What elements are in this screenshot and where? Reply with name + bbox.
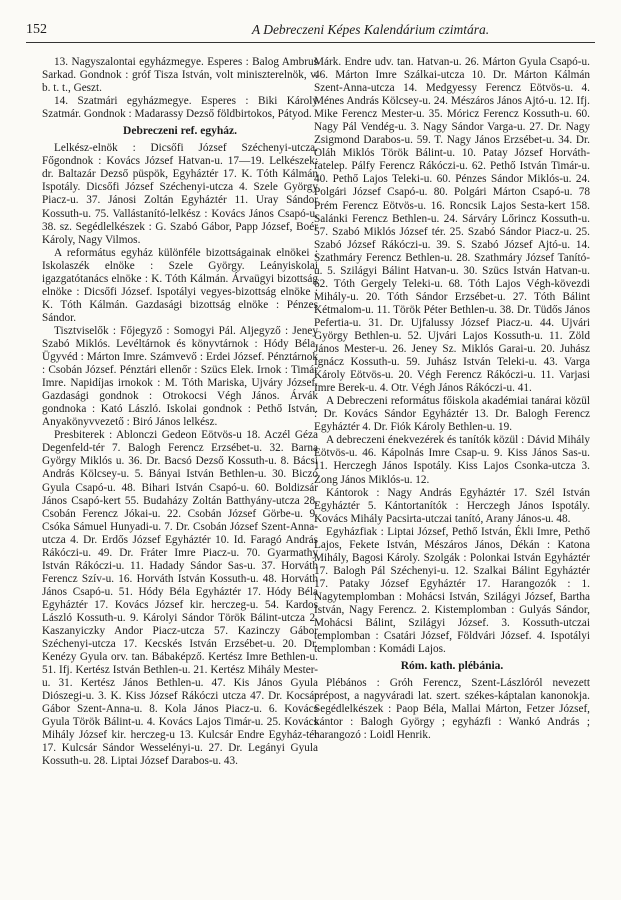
paragraph: Kántorok : Nagy András Egyháztér 17. Szél István Egyháztér 5. Kántortanítók : Herczegh János Ispotály. Kovács Mihály Pacsirta-utczai tanító, Arany János-u. 48. (314, 486, 590, 525)
paragraph: A Debreczeni református főiskola akadémiai tanárai közül : Dr. Kovács Sándor Egyháztér 13. Dr. Balogh Ferencz Egyháztér 4. Dr. Fiók Károly Bethlen-u. 19. (314, 395, 590, 434)
section-heading: Debreczeni ref. egyház. (123, 125, 237, 138)
paragraph: 13. Nagyszalontai egyházmegye. Esperes : Balog Ambrus Sarkad. Gondnok : gróf Tisza István, volt miniszterelnök, v. b. t. t., Geszt. (42, 56, 318, 95)
paragraph: Egyházfiak : Liptai József, Pethő István, Ékli Imre, Pethő Lajos, Fekete István, Mészáros János, Dékán : Katona Mihály, Bagosi Károly. Szolgák : Polonkai István Egyháztér 17. Balogh Pál Széchenyi-u. 12. Szalkai Bálint Egyháztér 17. Pataky József Egyháztér 17. Harangozók : 1. Nagytemplomban : Mohácsi István, Szilágyi József, Bartha István, Nagy Ferencz. 2. Kistemplomban : Gulyás Sándor, Mohácsi Bálint, Szilágyi József. 3. Kossuth-utczai templomban : Csatári József, Földvári József. 4. Ispotályi templomban : Komádi Lajos. (314, 525, 590, 656)
paragraph: Márk. Endre udv. tan. Hatvan-u. 26. Márton Gyula Csapó-u. 46. Márton Imre Szálkai-utcza 10. Dr. Márton Kálmán Szent-Anna-utcza 14. Medgyessy Ferencz Eötvös-u. 4. Ménes András Kölcsey-u. 24. Mészáros János Ajtó-u. 12. Ifj. Mike Ferencz Mester-u. 35. Móricz Ferencz Kossuth-u. 60. Nagy Pál Vendég-u. 3. Nagy Sándor Varga-u. 27. Dr. Nagy Zsigmond Darabos-u. 59. T. Nagy János Erzsébet-u. 34. Dr. Oláh Miklós Török Bálint-u. 10. Patay József Horváth-fatelep. Pálfy Ferencz Rákóczi-u. 62. Pethő István Timár-u. 40. Pethő Lajos Teleki-u. 60. Pénzes Sándor Miklós-u. 24. Polgári József Csapó-u. 80. Polgári Márton Csapó-u. 78 Prém Ferencz Eötvös-u. 16. Roncsik Lajos Sesta-kert 158. Salánki Ferencz Bethlen-u. 24. Sárváry Lőrincz Kossuth-u. 57. Szabó Miklós József tér. 25. Szabó Sándor Piacz-u. 25. Szabó József Rákóczi-u. 39. S. Szabó József Ajtó-u. 14. Szathmáry Ferencz Bethlen-u. 28. Szathmáry József Tanító-u. 5. Szilágyi Bálint Hatvan-u. 30. Szücs István Hatvan-u. 62. Tóth Gergely Teleki-u. 68. Tóth Lajos Végh-kövezdi Mihály-u. 20. Tóth Sándor Erzsébet-u. 27. Tóth Bálint Kétmalom-u. 11. Török Péter Bethlen-u. 38. Dr. Tüdős János Pefertia-u. 31. Dr. Ujfalussy József Piacz-u. 44. Ujvári György Bethlen-u. 52. Ujvári Lajos Kossuth-u. 11. Zöld János Mester-u. 26. Jeney Sz. Miklós Garai-u. 20. Juhász Ignácz Kossuth-u. 59. Juhász István Teleki-u. 43. Varga Károly Eötvös-u. 20. Végh Ferencz Rákóczi-u. 11. Varjasi Imre Berek-u. 4. Otr. Végh János Rákóczi-u. 41. (314, 56, 590, 395)
paragraph: Plébános : Gróh Ferencz, Szent-Lászlóról nevezett prépost, a nagyváradi lat. szert. székes-káptalan kanonokja. Segédlelkészek : Paop Béla, Mallai Márton, Fetzer József, kántor : Balogh György ; egyházfi : Wankó András ; harangozó : Loidl Henrik. (314, 677, 590, 742)
paragraph: 14. Szatmári egyházmegye. Esperes : Biki Károly Szatmár. Gondnok : Madarassy Dezső földbirtokos, Pátyod. (42, 95, 318, 121)
paragraph: A református egyház különféle bizottságainak elnökei : Iskolaszék elnöke : Szele György. Leányiskolai igazgatótanács elnöke : K. Tóth Kálmán. Árvaügyi bizottság elnöke : Dicsőfi József. Ispotályi vegyes-bizottság elnöke : K. Tóth Kálmán. Gazdasági bizottság elnöke : Pénzes Sándor. (42, 246, 318, 324)
running-title: A Debreczeni Képes Kalendárium czimtára. (251, 22, 490, 37)
paragraph: Tisztviselők : Főjegyző : Somogyi Pál. Aljegyző : Jeney Szabó Miklós. Levéltárnok és könyvtárnok : Hódy Béla. Ügyvéd : Márton Imre. Számvevő : Erdei József. Pénztárnok : Csobán József. Pénztári ellenőr : Szücs Elek. Irnok : Timár Imre. Napidíjas irnokok : M. Tóth Mariska, Ujváry József. Gazdasági gondnok : Otrokocsi Végh János. Árvák gondnoka : Kató László. Iskolai gondnok : Pethő István. Anyakönyvvezető : Biró János lelkész. (42, 324, 318, 429)
page-number: 152 (26, 22, 47, 37)
paragraph: Lelkész-elnök : Dicsőfi József Széchenyi-utcza. Főgondnok : Kovács József Hatvan-u. 17—19. Lelkészek: dr. Baltazár Dezső püspök, Egyháztér 17. K. Tóth Kálmán Ispotály. Dicsőfi József Széchenyi-utcza 4. Szele György Piacz-u. 37. Jánosi Zoltán Egyháztér 11. Uray Sándor Kossuth-u. 75. Vallástanító-lelkész : Kovács János Csapó-u. 38. sz. Segédlelkészek : G. Szabó Gábor, Papp József, Boér Károly, Nagy Vilmos. (42, 142, 318, 246)
left-column (42, 56, 318, 886)
page-header (26, 22, 595, 43)
paragraph: Presbiterek : Ablonczi Gedeon Eötvös-u 18. Aczél Géza Degenfeld-tér 7. Balogh Ferencz Erzsébet-u. 32. Barna György Miklós u. 36. Dr. Bacsó Dezső Kossuth-u. 8. Bácsi András Kölcsey-u. 5. Bányai István Bethlen-u. 30. Biczó Gyula Csapó-u. 48. Bihari István Csapó-u. 60. Boldizsár János Csapó-kert 55. Budaházy Zoltán Batthyány-utcza 28. Csobán Ferencz Jókai-u. 22. Csobán József Görbe-u. 9. Csóka Sámuel Hunyadi-u. 7. Dr. Csobán József Szent-Anna-utcza 4. Dr. Erdős József Egyháztér 10. Id. Faragó András Rákóczi-u. 49. Dr. Fráter Imre Piacz-u. 70. Gyarmathy István Rákóczi-u. 11. Hadady Sándor Sas-u. 37. Horváth Ferencz Szív-u. 16. Horváth István Kossuth-u. 48. Horváth János Csapó-u. 51. Hódy Béla Egyháztér 17. Hódy Béla Egyháztér 17. Kovács József kir. herczeg-u. 54. Kardos László Kossuth-u. 9. Károlyi Sándor Török Bálint-utcza 2. Kaszanyiczky Andor Piacz-utcza 57. Kazinczy Gábor Széchenyi-utcza 17. Kecskés István Erzsébet-u. 20. Dr. Kenézy Gyula orv. tan. Bábaképző. Kertész Imre Bethlen-u. 51. Ifj. Kertész István Bethlen-u. 21. Kertész Mihály Mester-u. 31. Kertész János Bethlen-u. 47. Kis János Gyula Diószegi-u. 3. K. Kiss József Rákóczi utcza 47. Dr. Kocsár Gábor Szent-Anna-u. 8. Kola János Piacz-u. 6. Kovács Gyula Török Bálint-u. 4. Kovács Lajos Timár-u. 25. Kovács Mihály József kir. herczeg-u 13. Kulcsár Endre Egyház-tér 17. Kulcsár Sándor Wesselényi-u. 27. Dr. Legányi Gyula Kossuth-u. 28. Liptai József Darabos-u. 43. (42, 429, 318, 768)
right-column (314, 56, 590, 886)
section-heading: Róm. kath. plébánia. (400, 660, 504, 673)
paragraph: A debreczeni énekvezérek és tanítók közül : Dávid Mihály Eötvös-u. 46. Kápolnás Imre Csap-u. 9. Kiss János Sas-u. 11. Herczegh János Ispotály. Kiss Lajos Csonka-utcza 3. Zong János Miklós-u. 12. (314, 434, 590, 486)
